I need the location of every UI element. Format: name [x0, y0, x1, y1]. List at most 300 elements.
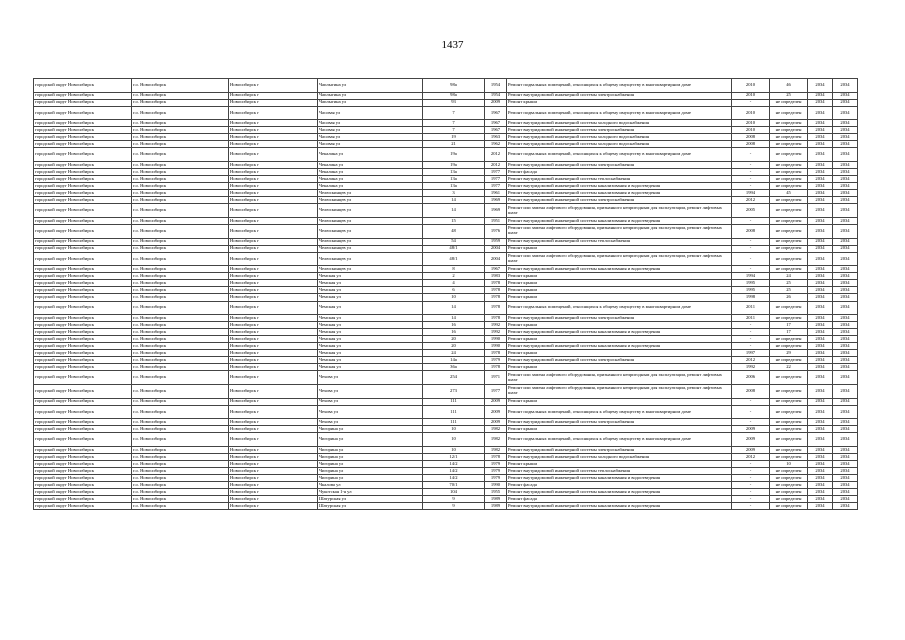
build-year-cell: 1990 [485, 343, 507, 350]
last-repair-cell: - [732, 176, 770, 183]
build-year-cell: 2004 [485, 252, 507, 266]
last-repair-cell: - [732, 503, 770, 510]
table-row [34, 468, 858, 475]
table-row [34, 183, 858, 190]
plan-year-end-cell: 2034 [833, 446, 858, 453]
term-cell: не определен [770, 454, 808, 461]
house-number-cell: 104 [423, 489, 485, 496]
table-body [34, 79, 858, 510]
work-type-cell: Ремонт внутридомовой инженерной системы теплоснабжения [507, 468, 732, 475]
build-year-cell: 1978 [485, 364, 507, 371]
work-type-cell: Ремонт крыши [507, 273, 732, 280]
street-cell: Чигорина ул [318, 468, 423, 475]
plan-year-end-cell: 2034 [833, 273, 858, 280]
street-cell: Чемская ул [318, 301, 423, 315]
house-number-cell: 54 [423, 238, 485, 245]
street-cell: Чехова ул [318, 371, 423, 385]
house-number-cell: 24 [423, 350, 485, 357]
last-repair-cell: 2006 [732, 371, 770, 385]
table-row [34, 364, 858, 371]
district-cell: городской округ Новосибирск [34, 169, 132, 176]
last-repair-cell: 1997 [732, 350, 770, 357]
plan-year-end-cell: 2034 [833, 433, 858, 447]
district-cell: городской округ Новосибирск [34, 322, 132, 329]
street-cell: Чемская ул [318, 322, 423, 329]
city-cell: Новосибирск г [229, 162, 318, 169]
street-cell: Часовая ул [318, 106, 423, 120]
municipality-cell: г.о. Новосибирск [132, 454, 229, 461]
municipality-cell: г.о. Новосибирск [132, 190, 229, 197]
build-year-cell: 2009 [485, 398, 507, 405]
municipality-cell: г.о. Новосибирск [132, 419, 229, 426]
city-cell: Новосибирск г [229, 301, 318, 315]
table-row [34, 357, 858, 364]
term-cell: не определен [770, 169, 808, 176]
plan-year-end-cell: 2034 [833, 266, 858, 273]
table-row [34, 169, 858, 176]
plan-year-start-cell: 2034 [808, 106, 833, 120]
house-number-cell: 16 [423, 329, 485, 336]
plan-year-end-cell: 2034 [833, 419, 858, 426]
table-row [34, 190, 858, 197]
term-cell: не определен [770, 127, 808, 134]
city-cell: Новосибирск г [229, 475, 318, 482]
table-row [34, 266, 858, 273]
street-cell: Чемская ул [318, 357, 423, 364]
last-repair-cell: - [732, 238, 770, 245]
municipality-cell: г.о. Новосибирск [132, 148, 229, 162]
district-cell: городской округ Новосибирск [34, 92, 132, 99]
plan-year-end-cell: 2034 [833, 301, 858, 315]
street-cell: Чемская ул [318, 287, 423, 294]
plan-year-end-cell: 2034 [833, 190, 858, 197]
term-cell: не определен [770, 141, 808, 148]
district-cell: городской округ Новосибирск [34, 190, 132, 197]
table-row [34, 454, 858, 461]
plan-year-end-cell: 2034 [833, 224, 858, 238]
last-repair-cell: 1994 [732, 273, 770, 280]
table-row [34, 238, 858, 245]
term-cell: не определен [770, 405, 808, 419]
table-row [34, 134, 858, 141]
plan-year-start-cell: 2034 [808, 357, 833, 364]
municipality-cell: г.о. Новосибирск [132, 329, 229, 336]
plan-year-start-cell: 2034 [808, 280, 833, 287]
house-number-cell: 2 [423, 273, 485, 280]
city-cell: Новосибирск г [229, 461, 318, 468]
last-repair-cell: - [732, 169, 770, 176]
plan-year-start-cell: 2034 [808, 224, 833, 238]
city-cell: Новосибирск г [229, 252, 318, 266]
district-cell: городской округ Новосибирск [34, 266, 132, 273]
plan-year-start-cell: 2034 [808, 426, 833, 433]
district-cell: городской округ Новосибирск [34, 217, 132, 224]
build-year-cell: 1977 [485, 385, 507, 399]
last-repair-cell: - [732, 99, 770, 106]
term-cell: не определен [770, 217, 808, 224]
plan-year-start-cell: 2034 [808, 385, 833, 399]
house-number-cell: 13а [423, 169, 485, 176]
city-cell: Новосибирск г [229, 176, 318, 183]
last-repair-cell: 2011 [732, 301, 770, 315]
build-year-cell: 2009 [485, 405, 507, 419]
municipality-cell: г.о. Новосибирск [132, 398, 229, 405]
street-cell: Чекалина ул [318, 169, 423, 176]
term-cell: не определен [770, 245, 808, 252]
table-row [34, 224, 858, 238]
last-repair-cell: 2010 [732, 127, 770, 134]
city-cell: Новосибирск г [229, 204, 318, 218]
city-cell: Новосибирск г [229, 238, 318, 245]
build-year-cell: 1967 [485, 266, 507, 273]
house-number-cell: 12/1 [423, 454, 485, 461]
build-year-cell: 1979 [485, 357, 507, 364]
municipality-cell: г.о. Новосибирск [132, 433, 229, 447]
table-row [34, 350, 858, 357]
municipality-cell: г.о. Новосибирск [132, 183, 229, 190]
municipality-cell: г.о. Новосибирск [132, 426, 229, 433]
build-year-cell: 1978 [485, 294, 507, 301]
table-row [34, 176, 858, 183]
table-row [34, 336, 858, 343]
street-cell: Челюскинцев ул [318, 238, 423, 245]
plan-year-start-cell: 2034 [808, 433, 833, 447]
district-cell: городской округ Новосибирск [34, 148, 132, 162]
city-cell: Новосибирск г [229, 315, 318, 322]
table-row [34, 79, 858, 93]
municipality-cell: г.о. Новосибирск [132, 301, 229, 315]
term-cell: не определен [770, 197, 808, 204]
work-type-cell: Ремонт внутридомовой инженерной системы электроснабжения [507, 162, 732, 169]
table-row [34, 419, 858, 426]
district-cell: городской округ Новосибирск [34, 294, 132, 301]
plan-year-end-cell: 2034 [833, 120, 858, 127]
city-cell: Новосибирск г [229, 482, 318, 489]
work-type-cell: Ремонт внутридомовой инженерной системы канализования и водоотведения [507, 183, 732, 190]
plan-year-end-cell: 2034 [833, 148, 858, 162]
plan-year-start-cell: 2034 [808, 92, 833, 99]
house-number-cell: 13а [423, 176, 485, 183]
plan-year-start-cell: 2034 [808, 446, 833, 453]
term-cell: не определен [770, 315, 808, 322]
build-year-cell: 2012 [485, 162, 507, 169]
term-cell: 24 [770, 273, 808, 280]
term-cell: не определен [770, 489, 808, 496]
plan-year-start-cell: 2034 [808, 496, 833, 503]
district-cell: городской округ Новосибирск [34, 475, 132, 482]
house-number-cell: 19а [423, 162, 485, 169]
build-year-cell: 1978 [485, 301, 507, 315]
municipality-cell: г.о. Новосибирск [132, 405, 229, 419]
build-year-cell: 1978 [485, 454, 507, 461]
city-cell: Новосибирск г [229, 134, 318, 141]
table-row [34, 426, 858, 433]
table-row [34, 148, 858, 162]
house-number-cell: 48/1 [423, 245, 485, 252]
work-type-cell: Ремонт внутридомовой инженерной системы теплоснабжения [507, 238, 732, 245]
work-type-cell: Ремонт внутридомовой инженерной системы электроснабжения [507, 92, 732, 99]
plan-year-start-cell: 2034 [808, 183, 833, 190]
last-repair-cell: 2012 [732, 357, 770, 364]
plan-year-end-cell: 2034 [833, 92, 858, 99]
plan-year-start-cell: 2034 [808, 79, 833, 93]
house-number-cell: 19 [423, 134, 485, 141]
municipality-cell: г.о. Новосибирск [132, 489, 229, 496]
term-cell: 25 [770, 92, 808, 99]
build-year-cell: 1971 [485, 371, 507, 385]
plan-year-start-cell: 2034 [808, 343, 833, 350]
house-number-cell: 98а [423, 92, 485, 99]
last-repair-cell: - [732, 162, 770, 169]
work-type-cell: Ремонт крыши [507, 426, 732, 433]
table-row [34, 322, 858, 329]
build-year-cell: 1967 [485, 106, 507, 120]
municipality-cell: г.о. Новосибирск [132, 92, 229, 99]
work-type-cell: Ремонт или замена лифтового оборудования, признанного непригодным для эксплуатации, ремонт лифтовых шахт [507, 204, 732, 218]
house-number-cell: 36а [423, 364, 485, 371]
city-cell: Новосибирск г [229, 99, 318, 106]
table-row [34, 273, 858, 280]
term-cell: не определен [770, 446, 808, 453]
plan-year-start-cell: 2034 [808, 398, 833, 405]
plan-year-start-cell: 2034 [808, 482, 833, 489]
term-cell: не определен [770, 99, 808, 106]
table-row [34, 127, 858, 134]
last-repair-cell: - [732, 329, 770, 336]
city-cell: Новосибирск г [229, 468, 318, 475]
street-cell: Чемская ул [318, 350, 423, 357]
last-repair-cell: 1998 [732, 294, 770, 301]
work-type-cell: Ремонт или замена лифтового оборудования, признанного непригодным для эксплуатации, ремонт лифтовых шахт [507, 385, 732, 399]
build-year-cell: 2012 [485, 148, 507, 162]
house-number-cell: 8 [423, 266, 485, 273]
work-type-cell: Ремонт крыши [507, 99, 732, 106]
city-cell: Новосибирск г [229, 350, 318, 357]
table-row [34, 503, 858, 510]
term-cell: 17 [770, 322, 808, 329]
street-cell: Чигорина ул [318, 461, 423, 468]
district-cell: городской округ Новосибирск [34, 446, 132, 453]
house-number-cell: 98а [423, 79, 485, 93]
house-number-cell: 111 [423, 398, 485, 405]
street-cell: Чемская ул [318, 294, 423, 301]
plan-year-end-cell: 2034 [833, 329, 858, 336]
work-type-cell: Ремонт подвальных помещений, относящихся к общему имуществу в многоквартирном доме [507, 79, 732, 93]
municipality-cell: г.о. Новосибирск [132, 350, 229, 357]
plan-year-start-cell: 2034 [808, 99, 833, 106]
street-cell: Челюскинцев ул [318, 245, 423, 252]
table-row [34, 204, 858, 218]
plan-year-start-cell: 2034 [808, 148, 833, 162]
municipality-cell: г.о. Новосибирск [132, 475, 229, 482]
house-number-cell: 48 [423, 224, 485, 238]
street-cell: Чехова ул [318, 385, 423, 399]
plan-year-start-cell: 2034 [808, 350, 833, 357]
house-number-cell: 19а [423, 148, 485, 162]
term-cell: 25 [770, 280, 808, 287]
build-year-cell: 1982 [485, 433, 507, 447]
last-repair-cell: - [732, 475, 770, 482]
district-cell: городской округ Новосибирск [34, 496, 132, 503]
municipality-cell: г.о. Новосибирск [132, 461, 229, 468]
build-year-cell: 1963 [485, 134, 507, 141]
build-year-cell: 1978 [485, 350, 507, 357]
house-number-cell: 10 [423, 294, 485, 301]
house-number-cell: 16 [423, 322, 485, 329]
district-cell: городской округ Новосибирск [34, 79, 132, 93]
term-cell: 29 [770, 350, 808, 357]
municipality-cell: г.о. Новосибирск [132, 482, 229, 489]
term-cell: не определен [770, 371, 808, 385]
district-cell: городской округ Новосибирск [34, 426, 132, 433]
last-repair-cell: - [732, 496, 770, 503]
last-repair-cell: 2008 [732, 385, 770, 399]
plan-year-start-cell: 2034 [808, 364, 833, 371]
plan-year-end-cell: 2034 [833, 197, 858, 204]
last-repair-cell: - [732, 405, 770, 419]
plan-year-start-cell: 2034 [808, 197, 833, 204]
plan-year-start-cell: 2034 [808, 475, 833, 482]
city-cell: Новосибирск г [229, 343, 318, 350]
house-number-cell: 14/2 [423, 468, 485, 475]
work-type-cell: Ремонт подвальных помещений, относящихся к общему имуществу в многоквартирном доме [507, 301, 732, 315]
build-year-cell: 1982 [485, 446, 507, 453]
city-cell: Новосибирск г [229, 446, 318, 453]
plan-year-end-cell: 2034 [833, 99, 858, 106]
table-row [34, 489, 858, 496]
house-number-cell: 10 [423, 433, 485, 447]
street-cell: Чигорина ул [318, 426, 423, 433]
street-cell: Чигорина ул [318, 433, 423, 447]
district-cell: городской округ Новосибирск [34, 252, 132, 266]
plan-year-end-cell: 2034 [833, 287, 858, 294]
last-repair-cell: 2010 [732, 106, 770, 120]
street-cell: Чигорина ул [318, 475, 423, 482]
municipality-cell: г.о. Новосибирск [132, 496, 229, 503]
table-row [34, 301, 858, 315]
municipality-cell: г.о. Новосибирск [132, 245, 229, 252]
district-cell: городской округ Новосибирск [34, 134, 132, 141]
term-cell: не определен [770, 398, 808, 405]
last-repair-cell: 2012 [732, 197, 770, 204]
last-repair-cell: - [732, 217, 770, 224]
last-repair-cell: 2009 [732, 426, 770, 433]
last-repair-cell: - [732, 245, 770, 252]
plan-year-end-cell: 2034 [833, 357, 858, 364]
term-cell: не определен [770, 482, 808, 489]
municipality-cell: г.о. Новосибирск [132, 343, 229, 350]
work-type-cell: Ремонт внутридомовой инженерной системы электроснабжения [507, 197, 732, 204]
municipality-cell: г.о. Новосибирск [132, 99, 229, 106]
street-cell: Челюскинцев ул [318, 224, 423, 238]
plan-year-end-cell: 2034 [833, 482, 858, 489]
district-cell: городской округ Новосибирск [34, 357, 132, 364]
district-cell: городской округ Новосибирск [34, 245, 132, 252]
work-type-cell: Ремонт крыши [507, 398, 732, 405]
municipality-cell: г.о. Новосибирск [132, 446, 229, 453]
house-number-cell: 14/2 [423, 475, 485, 482]
build-year-cell: 1982 [485, 426, 507, 433]
work-type-cell: Ремонт фасада [507, 496, 732, 503]
municipality-cell: г.о. Новосибирск [132, 294, 229, 301]
table-row [34, 398, 858, 405]
plan-year-end-cell: 2034 [833, 364, 858, 371]
build-year-cell: 2009 [485, 419, 507, 426]
term-cell: 46 [770, 79, 808, 93]
street-cell: Чемская ул [318, 273, 423, 280]
street-cell: Чаплыгина ул [318, 79, 423, 93]
work-type-cell: Ремонт внутридомовой инженерной системы электроснабжения [507, 127, 732, 134]
term-cell: не определен [770, 426, 808, 433]
work-type-cell: Ремонт внутридомовой инженерной системы электроснабжения [507, 446, 732, 453]
table-row [34, 446, 858, 453]
work-type-cell: Ремонт внутридомовой инженерной системы электроснабжения [507, 357, 732, 364]
work-type-cell: Ремонт внутридомовой инженерной системы канализования и водоотведения [507, 475, 732, 482]
district-cell: городской округ Новосибирск [34, 433, 132, 447]
plan-year-end-cell: 2034 [833, 475, 858, 482]
table-row [34, 371, 858, 385]
plan-year-end-cell: 2034 [833, 426, 858, 433]
street-cell: Часовая ул [318, 134, 423, 141]
city-cell: Новосибирск г [229, 336, 318, 343]
plan-year-start-cell: 2034 [808, 336, 833, 343]
municipality-cell: г.о. Новосибирск [132, 357, 229, 364]
plan-year-end-cell: 2034 [833, 176, 858, 183]
last-repair-cell: 2008 [732, 141, 770, 148]
plan-year-start-cell: 2034 [808, 503, 833, 510]
last-repair-cell: - [732, 336, 770, 343]
work-type-cell: Ремонт внутридомовой инженерной системы электроснабжения [507, 315, 732, 322]
last-repair-cell: 2008 [732, 134, 770, 141]
build-year-cell: 1989 [485, 496, 507, 503]
city-cell: Новосибирск г [229, 398, 318, 405]
build-year-cell: 1983 [485, 273, 507, 280]
term-cell: 45 [770, 190, 808, 197]
build-year-cell: 1961 [485, 190, 507, 197]
term-cell: 25 [770, 287, 808, 294]
house-number-cell: 10 [423, 446, 485, 453]
last-repair-cell: 2008 [732, 224, 770, 238]
street-cell: Челюскинцев ул [318, 217, 423, 224]
district-cell: городской округ Новосибирск [34, 287, 132, 294]
work-type-cell: Ремонт внутридомовой инженерной системы холодного водоснабжения [507, 141, 732, 148]
build-year-cell: 1977 [485, 183, 507, 190]
city-cell: Новосибирск г [229, 371, 318, 385]
house-number-cell: 111 [423, 405, 485, 419]
term-cell: не определен [770, 385, 808, 399]
house-number-cell: 14 [423, 204, 485, 218]
district-cell: городской округ Новосибирск [34, 280, 132, 287]
last-repair-cell: 2009 [732, 433, 770, 447]
city-cell: Новосибирск г [229, 364, 318, 371]
plan-year-start-cell: 2034 [808, 252, 833, 266]
work-type-cell: Ремонт подвальных помещений, относящихся к общему имуществу в многоквартирном доме [507, 106, 732, 120]
plan-year-end-cell: 2034 [833, 454, 858, 461]
work-type-cell: Ремонт внутридомовой инженерной системы канализования и водоотведения [507, 190, 732, 197]
build-year-cell: 1967 [485, 127, 507, 134]
city-cell: Новосибирск г [229, 245, 318, 252]
municipality-cell: г.о. Новосибирск [132, 120, 229, 127]
table-row [34, 99, 858, 106]
work-type-cell: Ремонт внутридомовой инженерной системы электроснабжения [507, 419, 732, 426]
city-cell: Новосибирск г [229, 426, 318, 433]
street-cell: Челюскинцев ул [318, 252, 423, 266]
plan-year-end-cell: 2034 [833, 503, 858, 510]
plan-year-end-cell: 2034 [833, 141, 858, 148]
city-cell: Новосибирск г [229, 405, 318, 419]
district-cell: городской округ Новосибирск [34, 343, 132, 350]
municipality-cell: г.о. Новосибирск [132, 134, 229, 141]
